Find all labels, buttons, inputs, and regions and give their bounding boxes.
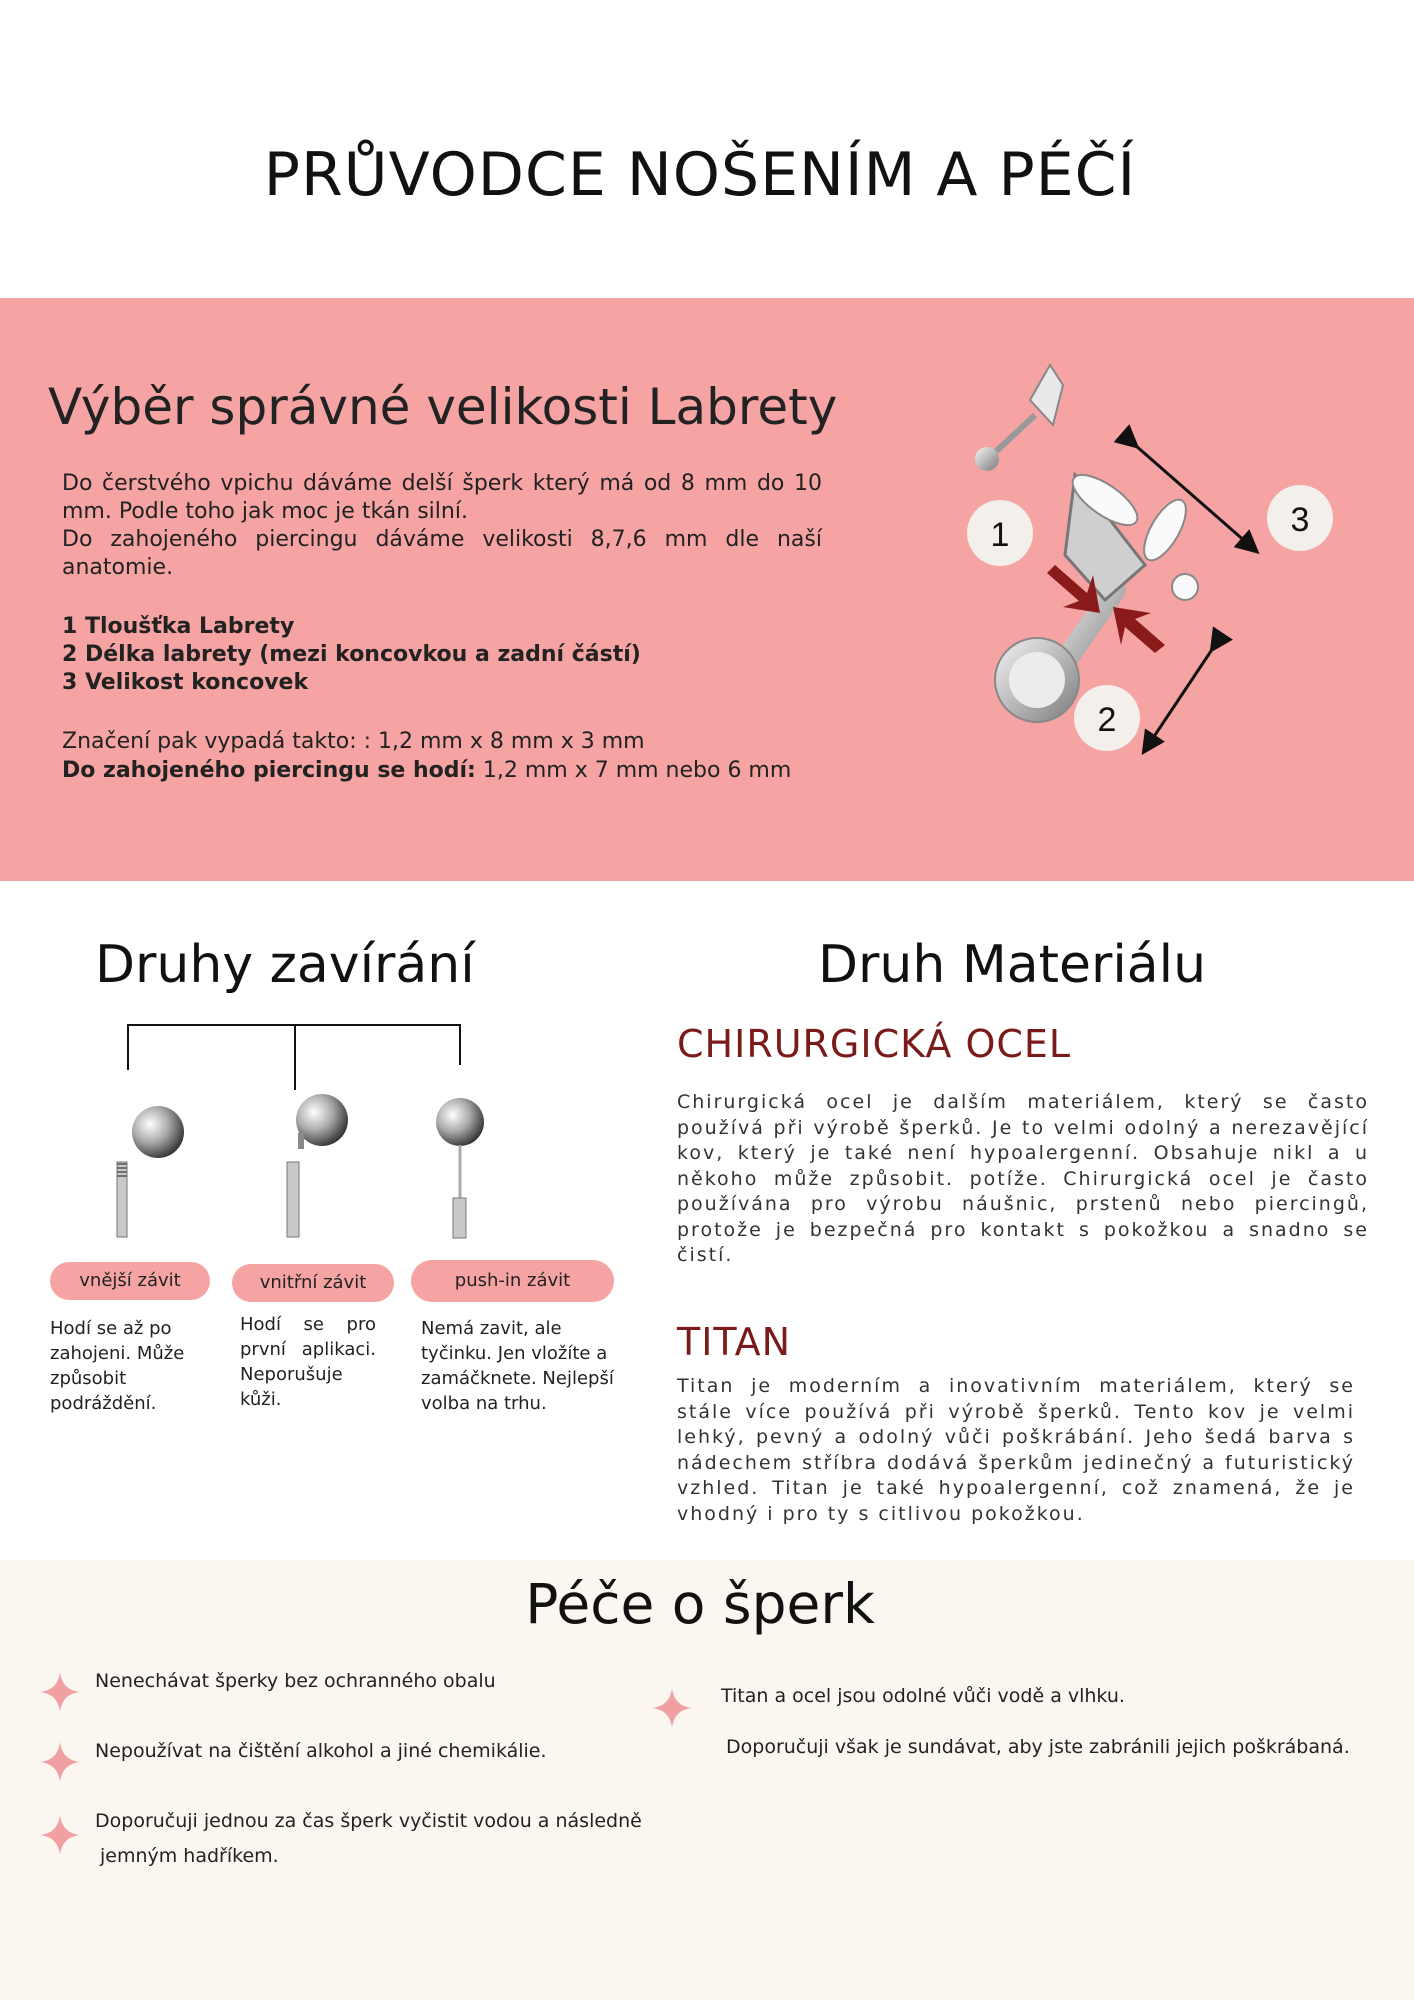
labret-heading: Výběr správné velikosti Labrety [48, 378, 838, 436]
list-item: 2 Délka labrety (mezi koncovkou a zadní částí) [62, 642, 641, 667]
labret-intro-paragraph: Do čerstvého vpichu dáváme delší šperk který má od 8 mm do 10 mm. Podle toho jak moc je tkán silní. [62, 471, 822, 524]
sparkle-icon [652, 1688, 692, 1728]
small-labret-image [975, 365, 1063, 471]
labret-marking-info [62, 727, 791, 785]
care-item: Titan a ocel jsou odolné vůči vodě a vlhku. [721, 1685, 1125, 1707]
care-item-continuation: jemným hadříkem. [100, 1845, 279, 1867]
healed-recommendation [62, 756, 791, 785]
labret-intro [62, 470, 822, 582]
closure-label-push-in: push-in závit [411, 1260, 614, 1302]
labret-dimension-list [62, 613, 641, 697]
external-thread-image [95, 1090, 205, 1240]
labret-top-gems [1065, 466, 1198, 600]
number-3: 3 [1290, 501, 1310, 539]
material-text-titan: Titan je moderním a inovativním materiálem, který se stále více používá při výrobě šperků. Tento kov je velmi lehký, pevný a odolný vůči poškrábání. Jeho šedá barva s nádechem stříbra dodává šperkům jedinečný a futuristický vzhled. Titan je také hypoalergenní, což znamená, že je vhodný i pro ty s citlivou pokožkou. [677, 1375, 1355, 1525]
closure-desc-internal: Hodí se pro první aplikaci. Neporušuje kůži. [240, 1314, 376, 1410]
material-heading: Druh Materiálu [818, 935, 1207, 995]
push-in-image [420, 1090, 530, 1240]
page-title: PRŮVODCE NOŠENÍM A PÉČÍ [263, 140, 1137, 210]
closure-heading: Druhy zavírání [95, 935, 475, 995]
marking-example: Značení pak vypadá takto: : 1,2 mm x 8 mm x 3 mm [62, 729, 645, 754]
material-name-steel: CHIRURGICKÁ OCEL [677, 1022, 1072, 1066]
closure-label-external: vnější závit [50, 1262, 210, 1300]
number-1: 1 [990, 516, 1010, 554]
material-name-titan: TITAN [677, 1320, 792, 1364]
care-item: Nepoužívat na čištění alkohol a jiné chemikálie. [95, 1740, 547, 1762]
care-heading: Péče o šperk [525, 1572, 875, 1636]
care-item: Doporučuji však je sundávat, aby jste zabránili jejich poškrábaná. [726, 1736, 1350, 1758]
labret-intro-paragraph: Do zahojeného piercingu dáváme velikosti 8,7,6 mm dle naší anatomie. [62, 527, 822, 580]
closure-desc-push-in: Nemá zavit, ale tyčinku. Jen vložíte a zamáčknete. Nejlepší volba na trhu. [421, 1318, 614, 1414]
sparkle-icon [40, 1672, 80, 1712]
sparkle-icon [40, 1742, 80, 1782]
length-arrow [1145, 648, 1213, 750]
closure-desc-external: Hodí se až po zahojeni. Může způsobit podráždění. [50, 1318, 185, 1414]
material-text-steel: Chirurgická ocel je dalším materiálem, který se často používá při výrobě šperků. Je to velmi odolný a nerezavějící kov, který je také není hypoalergenní. Obsahuje nikl a u někoho může způsobit. potíže. Chirurgická ocel je často používána pro výrobu náušnic, prstenů nebo piercingů, protože je bezpečná pro kontakt s pokožkou a snadno se čistí. [677, 1091, 1369, 1266]
labret-diagram [955, 355, 1355, 775]
healed-value: 1,2 mm x 7 mm nebo 6 mm [475, 758, 792, 783]
care-item: Nenechávat šperky bez ochranného obalu [95, 1670, 496, 1692]
care-item: Doporučuji jednou za čas šperk vyčistit vodou a následně [95, 1810, 642, 1832]
internal-thread-image [265, 1090, 375, 1240]
list-item: 3 Velikost koncovek [62, 670, 309, 695]
thickness-arrow-icon [1113, 607, 1165, 653]
number-2: 2 [1097, 701, 1117, 739]
closure-label-internal: vnitřní závit [232, 1264, 394, 1302]
list-item: 1 Tloušťka Labrety [62, 614, 295, 639]
healed-label: Do zahojeného piercingu se hodí: [62, 758, 476, 783]
closure-bracket [120, 1020, 470, 1090]
sparkle-icon [40, 1815, 80, 1855]
